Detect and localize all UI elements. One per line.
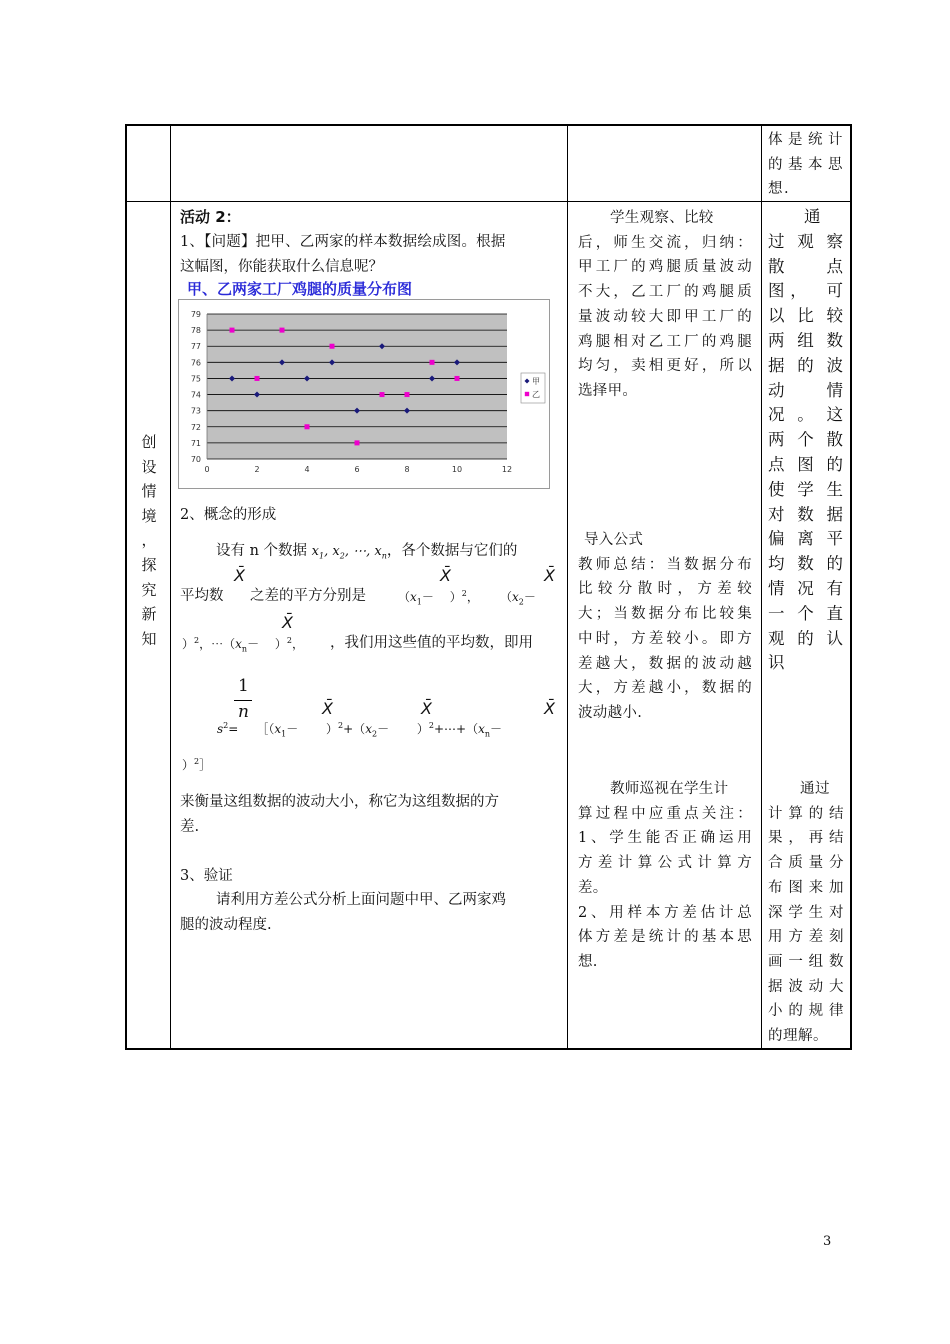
col3-line: 学生观察、比较 <box>610 210 714 226</box>
col4-line: 过观察 <box>768 231 843 251</box>
definition-text: 平均数 <box>180 588 224 604</box>
diff-term-1: （$x_1-$ ）$^2$， <box>398 589 479 607</box>
col4-line: 图， 可 <box>768 281 843 301</box>
x-tick-label: 10 <box>451 465 463 474</box>
y-tick-label: 72 <box>190 422 201 432</box>
table-border-col3 <box>761 124 762 1050</box>
mean-symbol: X̄ <box>322 699 333 718</box>
side-label-char: ， <box>141 531 157 550</box>
legend-marker <box>525 392 529 396</box>
verify-title: 3、验证 <box>180 868 233 884</box>
col4-line: 合质量分 <box>768 855 844 872</box>
col4-line: 动 情 <box>768 380 843 400</box>
data-point-乙 <box>430 360 435 365</box>
data-point-乙 <box>355 440 360 445</box>
col4-line: 两组数 <box>768 330 843 350</box>
col4-line: 据波动大 <box>768 978 844 995</box>
diff-term-2: （$x_2-$ <box>500 590 536 607</box>
col3-line: 教师总结：当数据分布 <box>578 556 752 573</box>
col3-line: 后，师生交流，归纳： <box>578 234 752 251</box>
col4-line: 点图的 <box>768 454 843 474</box>
verify-line: 请利用方差公式分析上面问题中甲、乙两家鸡 <box>216 892 506 908</box>
col3-line: 2、用样本方差估计总 <box>578 904 752 921</box>
teacher-summary-block <box>578 528 752 726</box>
col4-line: 均数的 <box>768 554 843 574</box>
x-tick-label: 8 <box>404 465 410 474</box>
variance-formula: $s^2=$ $[(x_1-$ ）$^2+(x_2-$ ）$^2+\cdots+(x_n-$ <box>217 721 503 739</box>
definition-text: 之差的平方分别是 <box>250 588 366 604</box>
definition-text: 设有 n 个数据 <box>216 543 308 559</box>
student-activity-block <box>578 206 752 404</box>
side-label-char: 设 <box>141 457 157 476</box>
col4-line: 小的规律 <box>768 1003 844 1020</box>
col4-line: 散 点 <box>768 256 843 276</box>
design-intent-block-2 <box>768 777 844 1049</box>
variance-formula-end: ）$^2$］ <box>182 757 212 772</box>
col4-line: 偏离平 <box>768 529 843 549</box>
side-label-char: 情 <box>141 482 157 501</box>
concept-title: 2、概念的形成 <box>180 507 277 523</box>
table-border-col2 <box>567 124 568 1050</box>
data-point-乙 <box>305 424 310 429</box>
row1-col4-line: 的基本思 <box>768 156 844 173</box>
col4-line: 果，再结 <box>768 830 844 847</box>
table-border-top <box>125 124 852 126</box>
row1-col4-text <box>768 128 844 202</box>
col4-line: 通 <box>804 207 821 226</box>
col3-line: 选择甲。 <box>578 382 638 399</box>
design-intent-block-1 <box>768 205 843 676</box>
side-label-char: 知 <box>141 629 157 648</box>
col4-line: 情况有 <box>768 578 843 598</box>
plot-area <box>207 314 507 459</box>
col3-line: 波动越小. <box>578 704 643 721</box>
side-label-char: 新 <box>141 605 157 624</box>
col3-line: 比较分散时，方差较 <box>578 581 752 598</box>
col4-line: 一个直 <box>768 603 843 623</box>
conclusion-line: 来衡量这组数据的波动大小，称它为这组数据的方 <box>180 794 499 810</box>
col3-line: 均匀，卖相更好，所以 <box>578 358 752 375</box>
x-tick-label: 12 <box>501 465 513 474</box>
fraction-bar <box>234 700 252 701</box>
col4-line: 深学生对 <box>768 904 844 921</box>
col4-line: 识 <box>768 653 785 673</box>
table-border-left <box>125 124 127 1050</box>
col4-line: 两个散 <box>768 430 843 450</box>
mean-symbol: X̄ <box>544 566 555 585</box>
data-point-乙 <box>380 392 385 397</box>
data-variables: $x_1$, $x_2$, ⋯, $x_n$ <box>311 544 387 561</box>
row1-col4-line: 想. <box>768 181 791 198</box>
data-point-乙 <box>330 344 335 349</box>
legend-label: 甲 <box>532 377 540 386</box>
row1-col4-line: 体是统计 <box>768 132 844 148</box>
y-tick-label: 73 <box>190 406 201 416</box>
fraction-denominator: n <box>238 702 249 722</box>
col3-line: 大；当数据分布比较集 <box>578 606 752 623</box>
definition-text: ，我们用这些值的平均数，即用 <box>330 635 533 651</box>
col4-line: 以比较 <box>768 306 843 326</box>
mean-symbol: X̄ <box>440 566 451 585</box>
y-tick-label: 75 <box>190 374 201 384</box>
col4-line: 用方差刻 <box>768 929 844 946</box>
y-tick-label: 74 <box>190 390 201 400</box>
col3-line: 大，方差越小，数据的 <box>578 680 752 697</box>
col3-line: 鸡腿相对乙工厂的鸡腿 <box>578 333 752 350</box>
scatter-chart <box>178 299 550 489</box>
side-label-char: 探 <box>141 555 157 574</box>
conclusion-line: 差. <box>180 819 200 835</box>
col3-line: 差。 <box>578 879 608 896</box>
diff-term-n: ）$^2$，$\cdots(x_n-$ ）$^2$， <box>182 636 304 654</box>
side-label-char: 究 <box>141 580 157 599</box>
y-tick-label: 76 <box>190 358 201 368</box>
y-tick-label: 77 <box>190 342 201 352</box>
col3-line: 想. <box>578 953 598 970</box>
col4-line: 使学生 <box>768 479 843 499</box>
x-tick-label: 6 <box>354 465 360 474</box>
table-border-col1 <box>170 124 171 1050</box>
y-tick-label: 79 <box>190 310 201 319</box>
side-label-char: 创 <box>141 433 157 451</box>
col4-line: 计算的结 <box>768 805 844 822</box>
mean-symbol: X̄ <box>544 699 555 718</box>
data-point-乙 <box>280 328 285 333</box>
activity-title: 活动 2： <box>180 208 241 226</box>
data-point-乙 <box>405 392 410 397</box>
data-point-乙 <box>230 328 235 333</box>
y-tick-label: 78 <box>190 326 201 336</box>
x-tick-label: 2 <box>254 465 260 474</box>
mean-symbol: X̄ <box>234 566 245 585</box>
definition-text: ，各个数据与它们的 <box>386 543 518 559</box>
table-border-right <box>850 124 852 1050</box>
col4-line: 观的认 <box>768 628 843 648</box>
col3-line: 导入公式 <box>584 532 644 548</box>
side-label-char: 境 <box>141 506 157 525</box>
table-border-row-divider <box>125 201 852 202</box>
definition-line-1 <box>216 539 562 569</box>
col4-line: 布图来加 <box>768 879 844 896</box>
mean-symbol: X̄ <box>421 699 432 718</box>
table-border-bottom <box>125 1048 852 1050</box>
y-tick-label: 70 <box>190 455 201 464</box>
col3-line: 教师巡视在学生计 <box>610 781 729 797</box>
data-point-乙 <box>455 376 460 381</box>
col4-line: 画一组数 <box>768 953 844 970</box>
col3-line: 差越大，数据的波动越 <box>578 655 752 672</box>
question-line: 这幅图，你能获取什么信息呢？ <box>180 259 383 275</box>
col3-line: 中时，方差较小。即方 <box>578 630 752 647</box>
col4-line: 的理解。 <box>768 1028 828 1045</box>
teacher-observation-block <box>578 777 752 975</box>
col3-line: 甲工厂的鸡腿质量波动 <box>578 259 752 276</box>
y-tick-label: 71 <box>190 438 201 448</box>
variance-symbol: s <box>217 722 224 736</box>
col3-line: 方差计算公式计算方 <box>578 855 752 872</box>
legend-label: 乙 <box>532 390 540 399</box>
x-tick-label: 0 <box>204 465 210 474</box>
data-point-乙 <box>255 376 260 381</box>
chart-title: 甲、乙两家工厂鸡腿的质量分布图 <box>187 280 413 298</box>
col3-line: 1、学生能否正确运用 <box>578 830 752 847</box>
col4-line: 通过 <box>800 781 830 797</box>
page-number: 3 <box>823 1234 832 1249</box>
col4-line: 对数据 <box>768 504 843 524</box>
col3-line: 体方差是统计的基本思 <box>578 929 752 946</box>
col4-line: 况。这 <box>768 405 843 425</box>
question-line: 1、【问题】把甲、乙两家的样本数据绘成图。根据 <box>180 234 506 250</box>
side-label <box>128 430 170 651</box>
fraction-numerator: 1 <box>238 676 249 696</box>
col3-line: 不大，乙工厂的鸡腿质 <box>578 284 752 301</box>
mean-symbol: X̄ <box>282 613 293 632</box>
col3-line: 量波动较大即甲工厂的 <box>578 308 752 325</box>
col4-line: 据的波 <box>768 355 843 375</box>
verify-line: 腿的波动程度. <box>180 917 272 933</box>
x-tick-label: 4 <box>304 465 310 474</box>
col3-line: 算过程中应重点关注： <box>578 805 752 822</box>
